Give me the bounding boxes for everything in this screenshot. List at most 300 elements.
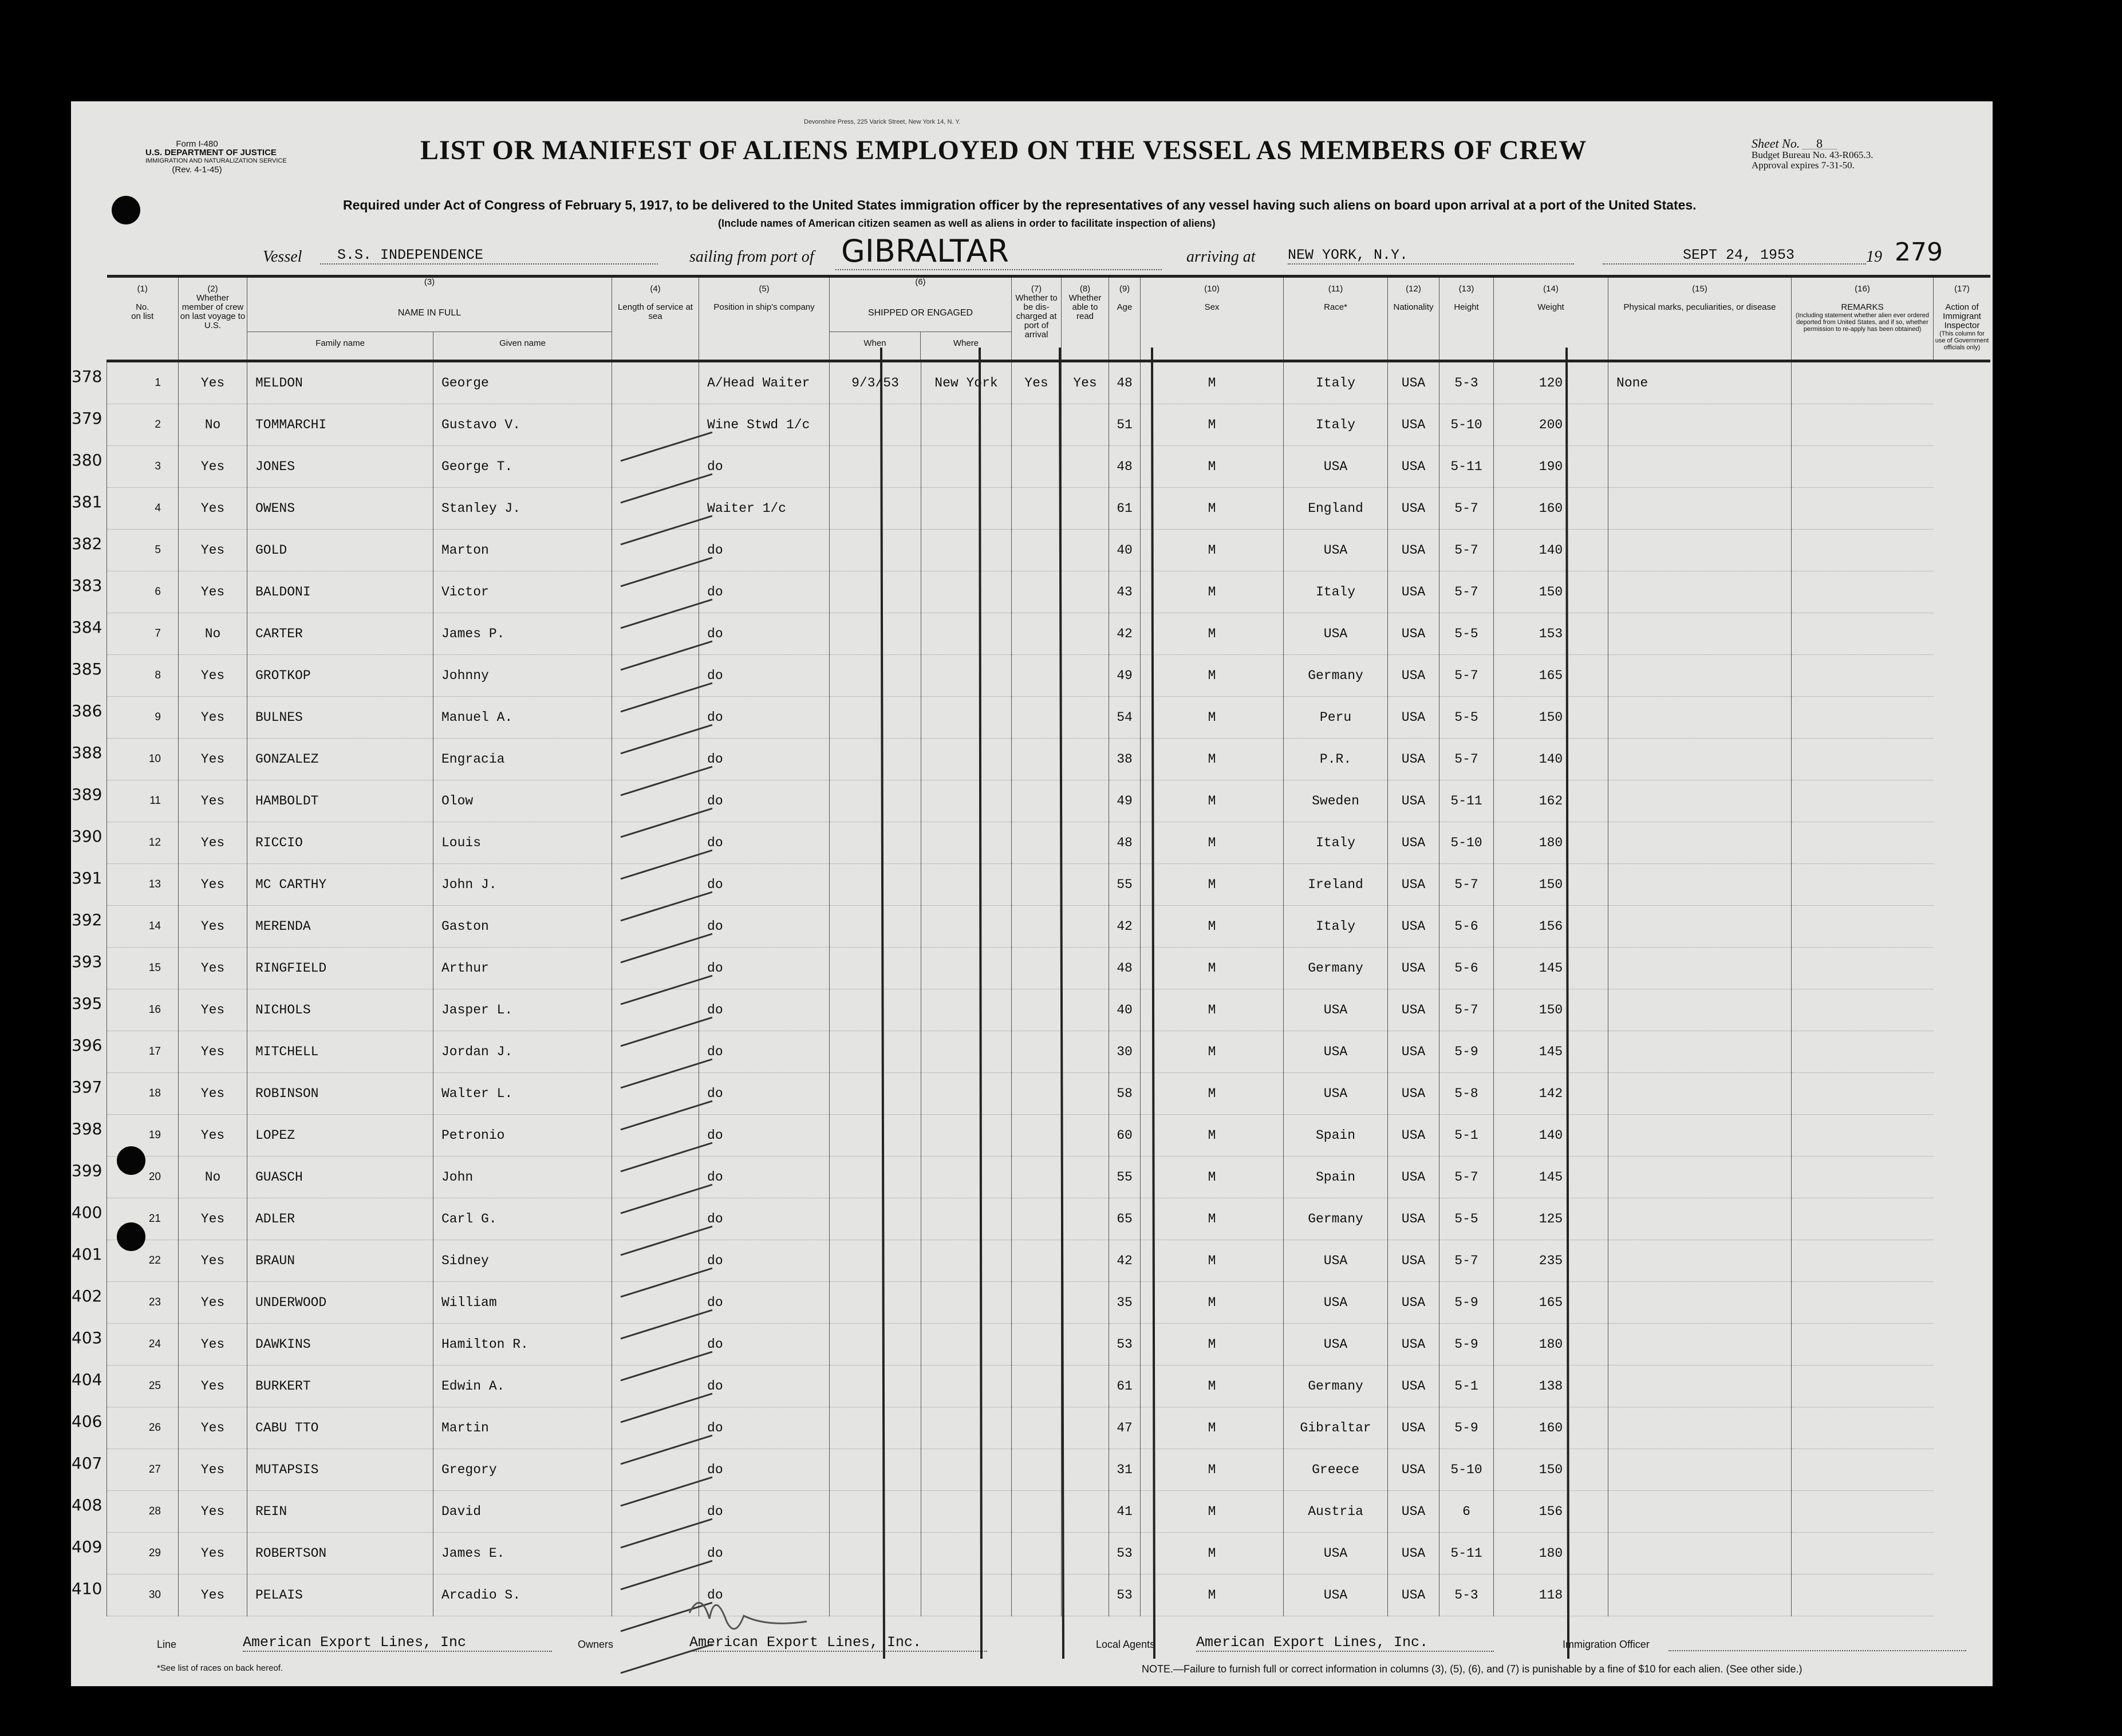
family-name: MERENDA: [247, 906, 433, 948]
table-row: [107, 1407, 1991, 1449]
table-row: [107, 906, 1991, 948]
able-to-read-flag: [1062, 864, 1109, 906]
discharged-flag: [1012, 571, 1062, 613]
height: 5-7: [1439, 488, 1494, 530]
position: do: [699, 1366, 830, 1407]
crew-list-number: [72, 613, 179, 655]
able-to-read-flag: [1062, 1449, 1109, 1491]
given-name: Louis: [433, 822, 612, 864]
race: USA: [1284, 1282, 1388, 1324]
race: USA: [1284, 613, 1388, 655]
line-value: American Export Lines, Inc: [243, 1634, 552, 1652]
race: USA: [1284, 530, 1388, 571]
remarks: [1792, 404, 1934, 446]
shipped-when: [830, 571, 921, 613]
discharged-flag: [1012, 1115, 1062, 1157]
position: do: [699, 864, 830, 906]
manifest-sheet: [71, 101, 1993, 1686]
previous-voyage-flag: Yes: [179, 697, 247, 739]
remarks: [1792, 906, 1934, 948]
sequence-number: 398: [72, 1119, 102, 1138]
height: 5-9: [1439, 1031, 1494, 1073]
sequence-number: 402: [72, 1287, 102, 1305]
physical-marks: [1608, 739, 1792, 780]
position: do: [699, 1157, 830, 1198]
discharged-flag: [1012, 404, 1062, 446]
crew-list-number: [72, 530, 179, 571]
service-length: [612, 1240, 699, 1282]
weight: 118: [1494, 1575, 1608, 1616]
family-name: REIN: [247, 1491, 433, 1533]
race: Sweden: [1284, 780, 1388, 822]
sex: M: [1141, 1449, 1284, 1491]
column-number: (11): [1328, 284, 1343, 294]
column-note: (Including statement whether alien ever ordered deported from United States, and if so, whether permission to re-apply has been obtained): [1796, 312, 1929, 333]
sex: M: [1141, 1240, 1284, 1282]
given-name: Arcadio S.: [433, 1575, 612, 1616]
column-number: (3): [424, 277, 435, 287]
age: 48: [1109, 446, 1141, 488]
sequence-number: 404: [72, 1370, 102, 1389]
sex: M: [1141, 1324, 1284, 1366]
sequence-number: 410: [72, 1579, 102, 1598]
family-name: CABU TTO: [247, 1407, 433, 1449]
remarks: [1792, 1198, 1934, 1240]
remarks: [1792, 655, 1934, 697]
remarks: [1792, 571, 1934, 613]
family-name: ADLER: [247, 1198, 433, 1240]
position: do: [699, 1115, 830, 1157]
family-name: MITCHELL: [247, 1031, 433, 1073]
nationality: USA: [1388, 655, 1439, 697]
shipped-when: [830, 1240, 921, 1282]
sex: M: [1141, 361, 1284, 404]
physical-marks: [1608, 864, 1792, 906]
remarks: [1792, 1533, 1934, 1575]
age: 53: [1109, 1575, 1141, 1616]
able-to-read-flag: [1062, 613, 1109, 655]
table-row: [107, 655, 1991, 697]
sequence-number: 382: [72, 534, 102, 553]
row-number: 15: [148, 962, 161, 974]
table-row: [107, 1115, 1991, 1157]
shipped-when: [830, 864, 921, 906]
discharged-flag: [1012, 488, 1062, 530]
row-number: 18: [148, 1087, 161, 1099]
physical-marks: [1608, 1282, 1792, 1324]
position: do: [699, 1575, 830, 1616]
include-note: (Include names of American citizen seamen as well as aliens in order to facilitate inspection of aliens): [718, 218, 1216, 229]
family-name: ROBINSON: [247, 1073, 433, 1115]
table-row: [107, 864, 1991, 906]
crew-list-number: [72, 361, 179, 404]
approval-line: Approval expires 7-31-50.: [1752, 160, 1855, 171]
service-length: [612, 697, 699, 739]
discharged-flag: [1012, 697, 1062, 739]
shipped-when: [830, 1407, 921, 1449]
column-label: Whether to be dis-charged at port of arrival: [1015, 293, 1058, 340]
weight: 180: [1494, 1324, 1608, 1366]
height: 5-11: [1439, 780, 1494, 822]
sequence-number: 380: [72, 451, 102, 469]
race: USA: [1284, 1533, 1388, 1575]
shipped-where: [921, 1073, 1012, 1115]
remarks: [1792, 361, 1934, 404]
physical-marks: None: [1608, 361, 1792, 404]
previous-voyage-flag: Yes: [179, 780, 247, 822]
discharged-flag: [1012, 822, 1062, 864]
shipped-where: [921, 906, 1012, 948]
page-number: 279: [1895, 238, 1943, 267]
physical-marks: [1608, 1031, 1792, 1073]
nationality: USA: [1388, 404, 1439, 446]
shipped-where: [921, 655, 1012, 697]
age: 53: [1109, 1533, 1141, 1575]
weight: 140: [1494, 530, 1608, 571]
sheet-number-block: [1752, 136, 1873, 171]
arriving-label: arriving at: [1186, 248, 1256, 266]
table-row: [107, 1031, 1991, 1073]
crew-list-number: [72, 1533, 179, 1575]
nationality: USA: [1388, 1491, 1439, 1533]
previous-voyage-flag: Yes: [179, 948, 247, 989]
sequence-number: 388: [72, 743, 102, 762]
shipped-where: [921, 1324, 1012, 1366]
form-revision: (Rev. 4-1-45): [172, 165, 222, 175]
column-note: (This column for use of Government officials only): [1935, 330, 1989, 351]
column-number: (1): [137, 284, 148, 294]
discharged-flag: [1012, 739, 1062, 780]
shipped-where: [921, 1366, 1012, 1407]
sex: M: [1141, 571, 1284, 613]
discharged-flag: [1012, 1324, 1062, 1366]
previous-voyage-flag: Yes: [179, 1533, 247, 1575]
previous-voyage-flag: Yes: [179, 864, 247, 906]
nationality: USA: [1388, 613, 1439, 655]
shipped-when: 9/3/53: [830, 361, 921, 404]
table-row: [107, 1575, 1991, 1616]
given-name: Hamilton R.: [433, 1324, 612, 1366]
sex: M: [1141, 864, 1284, 906]
shipped-where: [921, 1157, 1012, 1198]
row-number: 25: [148, 1380, 161, 1392]
shipped-where: [921, 780, 1012, 822]
previous-voyage-flag: Yes: [179, 1240, 247, 1282]
shipped-when: [830, 739, 921, 780]
act-statement: Required under Act of Congress of February 5, 1917, to be delivered to the United States immigration officer by the representatives of any vessel having such aliens on board upon arrival at a port of the United States.: [343, 198, 1697, 212]
shipped-where: [921, 1031, 1012, 1073]
column-number: (17): [1954, 284, 1970, 294]
crew-list-number: [72, 739, 179, 780]
crew-list-number: [72, 864, 179, 906]
physical-marks: [1608, 989, 1792, 1031]
sequence-number: 384: [72, 618, 102, 637]
column-label: Whether able to read: [1068, 293, 1102, 321]
physical-marks: [1608, 697, 1792, 739]
service-length: [612, 655, 699, 697]
age: 47: [1109, 1407, 1141, 1449]
physical-marks: [1608, 571, 1792, 613]
service-length: [612, 822, 699, 864]
row-number: 12: [148, 837, 161, 849]
family-name: OWENS: [247, 488, 433, 530]
shipped-where: [921, 1198, 1012, 1240]
weight: 150: [1494, 1449, 1608, 1491]
discharged-flag: [1012, 906, 1062, 948]
form-block: [145, 139, 287, 175]
column-number: (7): [1031, 284, 1042, 294]
age: 65: [1109, 1198, 1141, 1240]
physical-marks: [1608, 1198, 1792, 1240]
shipped-where: [921, 1282, 1012, 1324]
sex: M: [1141, 488, 1284, 530]
given-name: Gaston: [433, 906, 612, 948]
shipped-when: [830, 989, 921, 1031]
height: 5-6: [1439, 948, 1494, 989]
age: 40: [1109, 989, 1141, 1031]
sex: M: [1141, 1115, 1284, 1157]
weight: 125: [1494, 1198, 1608, 1240]
height: 5-5: [1439, 613, 1494, 655]
table-row: [107, 948, 1991, 989]
nationality: USA: [1388, 1366, 1439, 1407]
table-row: [107, 1324, 1991, 1366]
shipped-where: [921, 1449, 1012, 1491]
able-to-read-flag: [1062, 1533, 1109, 1575]
physical-marks: [1608, 530, 1792, 571]
age: 31: [1109, 1449, 1141, 1491]
row-number: 2: [155, 419, 161, 431]
race: USA: [1284, 1324, 1388, 1366]
height: 5-7: [1439, 1157, 1494, 1198]
weight: 200: [1494, 404, 1608, 446]
service-length: [612, 1533, 699, 1575]
punch-hole: [117, 1222, 145, 1251]
age: 49: [1109, 780, 1141, 822]
family-name: BALDONI: [247, 571, 433, 613]
remarks: [1792, 613, 1934, 655]
service-length: [612, 1157, 699, 1198]
sex: M: [1141, 530, 1284, 571]
given-name: Jasper L.: [433, 989, 612, 1031]
able-to-read-flag: [1062, 1407, 1109, 1449]
remarks: [1792, 1115, 1934, 1157]
service-length: [612, 613, 699, 655]
vessel-info-row: [263, 233, 1943, 269]
crew-list-number: [72, 1491, 179, 1533]
service-length: [612, 488, 699, 530]
able-to-read-flag: [1062, 697, 1109, 739]
height: 5-8: [1439, 1073, 1494, 1115]
nationality: USA: [1388, 1157, 1439, 1198]
given-name: George: [433, 361, 612, 404]
row-number: 21: [148, 1213, 161, 1225]
family-name: UNDERWOOD: [247, 1282, 433, 1324]
physical-marks: [1608, 1491, 1792, 1533]
sex: M: [1141, 1366, 1284, 1407]
shipped-where: [921, 822, 1012, 864]
column-number: (5): [759, 284, 770, 294]
able-to-read-flag: [1062, 989, 1109, 1031]
sequence-number: 385: [72, 660, 102, 678]
previous-voyage-flag: Yes: [179, 1449, 247, 1491]
sequence-number: 408: [72, 1496, 102, 1514]
sheet-number: 8: [1802, 139, 1837, 149]
row-number: 9: [155, 711, 161, 723]
shipped-when: [830, 1324, 921, 1366]
physical-marks: [1608, 1073, 1792, 1115]
family-name: NICHOLS: [247, 989, 433, 1031]
shipped-where: [921, 404, 1012, 446]
discharged-flag: Yes: [1012, 361, 1062, 404]
crew-list-number: [72, 655, 179, 697]
race: Germany: [1284, 1198, 1388, 1240]
family-name: ROBERTSON: [247, 1533, 433, 1575]
height: 5-7: [1439, 739, 1494, 780]
remarks: [1792, 1575, 1934, 1616]
age: 41: [1109, 1491, 1141, 1533]
height: 5-6: [1439, 906, 1494, 948]
previous-voyage-flag: Yes: [179, 1575, 247, 1616]
discharged-flag: [1012, 1240, 1062, 1282]
height: 5-9: [1439, 1324, 1494, 1366]
position: do: [699, 613, 830, 655]
discharged-flag: [1012, 530, 1062, 571]
crew-list-number: [72, 1324, 179, 1366]
given-name: James E.: [433, 1533, 612, 1575]
weight: 160: [1494, 488, 1608, 530]
age: 40: [1109, 530, 1141, 571]
row-number: 1: [155, 377, 161, 389]
discharged-flag: [1012, 1366, 1062, 1407]
service-length: [612, 1491, 699, 1533]
previous-voyage-flag: No: [179, 613, 247, 655]
column-label: Length of service at sea: [618, 302, 693, 321]
physical-marks: [1608, 780, 1792, 822]
shipped-when: [830, 1491, 921, 1533]
row-number: 16: [148, 1004, 161, 1016]
able-to-read-flag: [1062, 1115, 1109, 1157]
shipped-when: [830, 697, 921, 739]
given-name: Gustavo V.: [433, 404, 612, 446]
previous-voyage-flag: Yes: [179, 361, 247, 404]
nationality: USA: [1388, 1115, 1439, 1157]
physical-marks: [1608, 1575, 1792, 1616]
height: 5-10: [1439, 1449, 1494, 1491]
column-number: (15): [1692, 284, 1707, 294]
shipped-where: [921, 1575, 1012, 1616]
shipped-when: [830, 1449, 921, 1491]
remarks: [1792, 1366, 1934, 1407]
sequence-number: 378: [72, 367, 102, 386]
crew-list-number: [72, 989, 179, 1031]
table-row: [107, 1157, 1991, 1198]
able-to-read-flag: [1062, 571, 1109, 613]
shipped-where: [921, 697, 1012, 739]
position: do: [699, 1449, 830, 1491]
service-length: [612, 404, 699, 446]
shipped-where: [921, 864, 1012, 906]
family-name: TOMMARCHI: [247, 404, 433, 446]
nationality: USA: [1388, 571, 1439, 613]
punch-hole: [112, 196, 140, 224]
weight: 150: [1494, 989, 1608, 1031]
family-name-header: Family name: [315, 338, 365, 348]
crew-list-number: [72, 1073, 179, 1115]
family-name: MELDON: [247, 361, 433, 404]
given-name: David: [433, 1491, 612, 1533]
table-row: [107, 1533, 1991, 1575]
table-header: [107, 277, 1991, 361]
discharged-flag: [1012, 446, 1062, 488]
arrival-port: NEW YORK, N.Y.: [1288, 247, 1574, 265]
sequence-number: 386: [72, 701, 102, 720]
row-number: 20: [148, 1171, 161, 1183]
weight: 156: [1494, 906, 1608, 948]
weight: 150: [1494, 864, 1608, 906]
age: 35: [1109, 1282, 1141, 1324]
shipped-when: [830, 1115, 921, 1157]
crew-list-number: [72, 1115, 179, 1157]
height: 5-5: [1439, 697, 1494, 739]
height: 5-10: [1439, 404, 1494, 446]
previous-voyage-flag: Yes: [179, 1407, 247, 1449]
nationality: USA: [1388, 822, 1439, 864]
previous-voyage-flag: Yes: [179, 989, 247, 1031]
age: 53: [1109, 1324, 1141, 1366]
table-row: [107, 1282, 1991, 1324]
remarks: [1792, 989, 1934, 1031]
given-name: Martin: [433, 1407, 612, 1449]
able-to-read-flag: [1062, 1366, 1109, 1407]
crew-list-number: [72, 571, 179, 613]
position: do: [699, 780, 830, 822]
height: 5-7: [1439, 1240, 1494, 1282]
physical-marks: [1608, 948, 1792, 989]
sequence-number: 391: [72, 869, 102, 887]
position: do: [699, 1282, 830, 1324]
age: 60: [1109, 1115, 1141, 1157]
discharged-flag: [1012, 1575, 1062, 1616]
family-name: BURKERT: [247, 1366, 433, 1407]
crew-list-number: [72, 404, 179, 446]
sex: M: [1141, 1575, 1284, 1616]
race: England: [1284, 488, 1388, 530]
service-length: [612, 1198, 699, 1240]
shipped-when: [830, 1031, 921, 1073]
column-number: (8): [1079, 284, 1091, 294]
sex: M: [1141, 739, 1284, 780]
able-to-read-flag: [1062, 1491, 1109, 1533]
service-length: [612, 1324, 699, 1366]
sex: M: [1141, 1073, 1284, 1115]
nationality: USA: [1388, 1407, 1439, 1449]
sex: M: [1141, 404, 1284, 446]
physical-marks: [1608, 1533, 1792, 1575]
discharged-flag: [1012, 1407, 1062, 1449]
remarks: [1792, 446, 1934, 488]
where-header: Where: [920, 332, 1011, 360]
nationality: USA: [1388, 1575, 1439, 1616]
remarks: [1792, 1282, 1934, 1324]
department-name: U.S. DEPARTMENT OF JUSTICE: [145, 148, 277, 157]
family-name: BRAUN: [247, 1240, 433, 1282]
previous-voyage-flag: Yes: [179, 1324, 247, 1366]
discharged-flag: [1012, 989, 1062, 1031]
given-name: Walter L.: [433, 1073, 612, 1115]
height: 5-9: [1439, 1407, 1494, 1449]
age: 42: [1109, 1240, 1141, 1282]
